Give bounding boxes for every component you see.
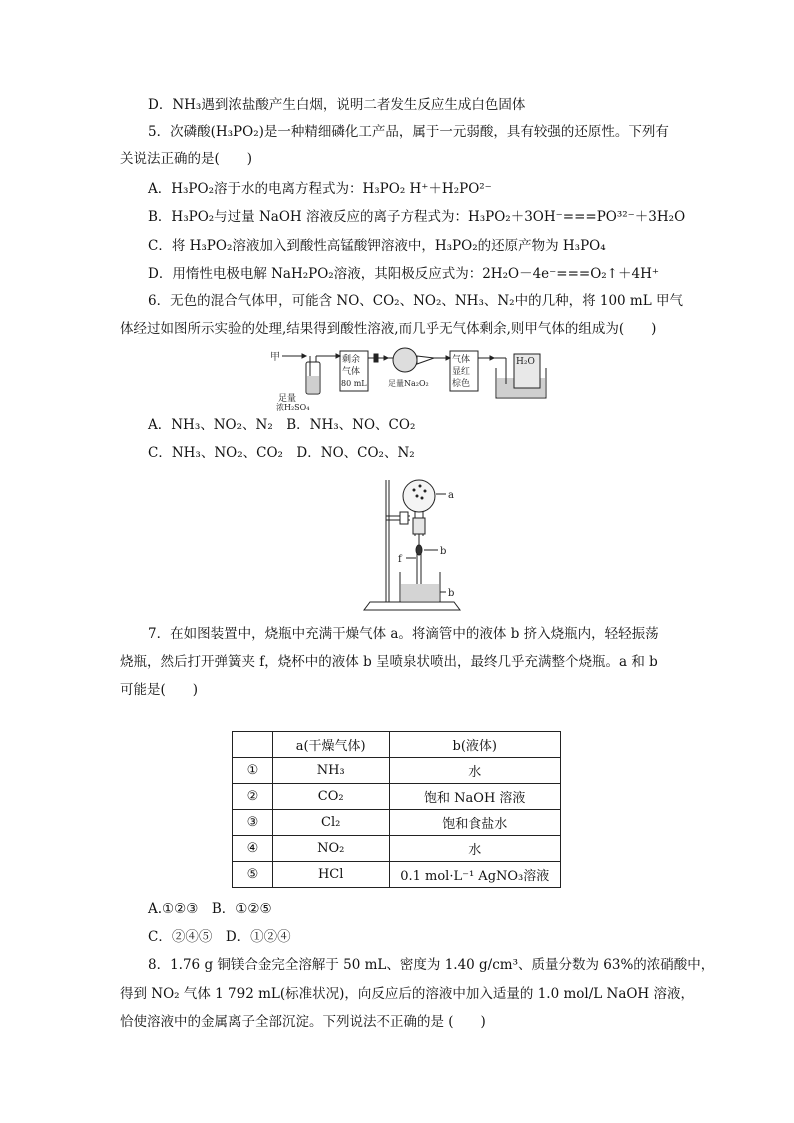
q6-options-ab: A．NH₃、NO₂、N₂ B．NH₃、NO、CO₂ — [148, 417, 416, 433]
q6-flow-diagram — [270, 346, 570, 412]
q8-stem-line3: 恰使溶液中的金属离子全部沉淀。下列说法不正确的是 ( ) — [120, 1014, 486, 1030]
table-cell-liquid: 水 — [389, 758, 561, 784]
table-cell-liquid: 0.1 mol·L⁻¹ AgNO₃溶液 — [389, 862, 561, 888]
table-cell-index: ④ — [233, 836, 273, 862]
flow-label-acid2: 浓H₂SO₄ — [276, 403, 310, 412]
fountain-apparatus-diagram — [360, 476, 470, 612]
flow-label-water: H₂O — [516, 357, 535, 367]
flow-label-na2o2: 足量Na₂O₂ — [388, 379, 429, 388]
q7-stem-line1: 7．在如图装置中，烧瓶中充满干燥气体 a。将滴管中的液体 b 挤入烧瓶内，轻轻振荡 — [148, 626, 659, 642]
fountain-label-b-dropper: b — [440, 546, 447, 557]
table-cell-gas: Cl₂ — [272, 810, 389, 836]
flow-label-acid1: 足量 — [278, 394, 297, 404]
flow-box1-line1: 剩余 — [342, 355, 361, 365]
q7-options-cd: C．②④⑤ D．①②④ — [148, 929, 291, 945]
table-row — [233, 758, 561, 784]
table-cell-index: ③ — [233, 810, 273, 836]
q6-options-cd: C．NH₃、NO₂、CO₂ D．NO、CO₂、N₂ — [148, 445, 415, 461]
q7-stem-line3: 可能是( ) — [120, 682, 199, 698]
fountain-label-a: a — [448, 490, 454, 501]
flow-label-jia: 甲 — [270, 352, 280, 363]
table-cell-index: ① — [233, 758, 273, 784]
q8-stem-line2: 得到 NO₂ 气体 1 792 mL(标准状况)，向反应后的溶液中加入适量的 1.0 mol/L NaOH 溶液， — [120, 986, 694, 1002]
q5-option-a: A．H₃PO₂溶于水的电离方程式为：H₃PO₂ H⁺＋H₂PO²⁻ — [148, 181, 492, 197]
table-cell-liquid: 饱和食盐水 — [389, 810, 561, 836]
table-header-liquid: b(液体) — [389, 732, 561, 758]
q5-stem-line1: 5．次磷酸(H₃PO₂)是一种精细磷化工产品，属于一元弱酸，具有较强的还原性。下列有 — [148, 124, 669, 140]
q5-option-c: C．将 H₃PO₂溶液加入到酸性高锰酸钾溶液中，H₃PO₂的还原产物为 H₃PO₄ — [148, 238, 606, 254]
q7-stem-line2: 烧瓶，然后打开弹簧夹 f，烧杯中的液体 b 呈喷泉状喷出，最终几乎充满整个烧瓶。a 和 b — [120, 654, 658, 670]
table-cell-gas: HCl — [272, 862, 389, 888]
table-header-gas: a(干燥气体) — [272, 732, 389, 758]
table-row — [233, 810, 561, 836]
table-cell-liquid: 水 — [389, 836, 561, 862]
table-cell-gas: NO₂ — [272, 836, 389, 862]
q8-stem-line1: 8．1.76 g 铜镁合金完全溶解于 50 mL、密度为 1.40 g/cm³、质量分数为 63%的浓硝酸中， — [148, 957, 715, 973]
table-cell-liquid: 饱和 NaOH 溶液 — [389, 784, 561, 810]
table-cell-index: ⑤ — [233, 862, 273, 888]
flow-box1-line3: 80 mL — [341, 379, 367, 388]
flow-box2-line2: 显红 — [452, 367, 471, 377]
table-cell-gas: CO₂ — [272, 784, 389, 810]
q4-option-d: D．NH₃遇到浓盐酸产生白烟，说明二者发生反应生成白色固体 — [148, 97, 526, 113]
table-row — [233, 836, 561, 862]
table-row — [233, 784, 561, 810]
table-header-index — [233, 732, 273, 758]
q5-option-d: D．用惰性电极电解 NaH₂PO₂溶液，其阳极反应式为：2H₂O－4e⁻===O₂↑＋4H⁺ — [148, 266, 659, 282]
fountain-label-f: f — [398, 554, 402, 565]
table-cell-gas: NH₃ — [272, 758, 389, 784]
table-header-row — [233, 732, 561, 758]
fountain-label-b-beaker: b — [448, 588, 455, 599]
table-cell-index: ② — [233, 784, 273, 810]
flow-box2-line3: 棕色 — [452, 379, 471, 389]
q5-option-b: B．H₃PO₂与过量 NaOH 溶液反应的离子方程式为：H₃PO₂＋3OH⁻===PO³²⁻＋3H₂O — [148, 209, 686, 225]
flow-box2-line1: 气体 — [452, 355, 471, 365]
q6-stem-line2: 体经过如图所示实验的处理,结果得到酸性溶液,而几乎无气体剩余,则甲气体的组成为( ) — [120, 321, 657, 337]
table-row — [233, 862, 561, 888]
q7-table — [232, 731, 561, 888]
q6-stem-line1: 6．无色的混合气体甲，可能含 NO、CO₂、NO₂、NH₃、N₂中的几种，将 100 mL 甲气 — [148, 293, 683, 309]
flow-box1-line2: 气体 — [342, 367, 361, 377]
q7-options-ab: A.①②③ B．①②⑤ — [148, 901, 272, 917]
q5-stem-line2: 关说法正确的是( ) — [120, 151, 253, 167]
